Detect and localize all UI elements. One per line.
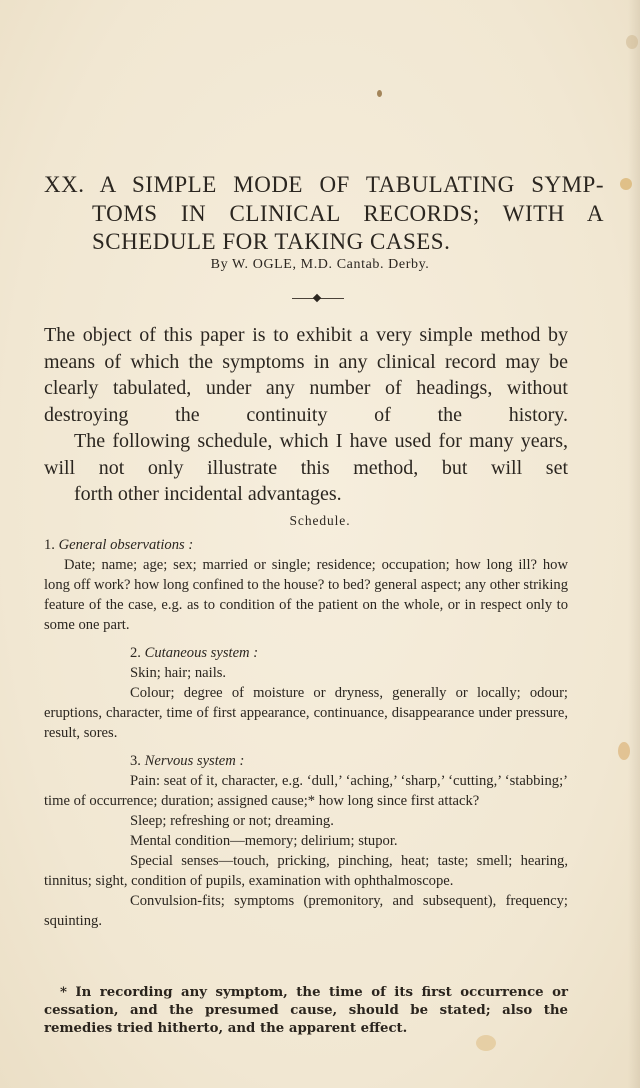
stain-spot xyxy=(620,178,632,190)
section-3-number: 3. xyxy=(130,753,141,769)
title-line-2: TOMS IN CLINICAL RECORDS; WITH A xyxy=(92,200,604,226)
section-3-convulsion: Convulsion-fits; symptoms (premonitory, and subsequent), frequency; squinting. xyxy=(44,893,568,929)
page-edge-shadow xyxy=(628,0,640,1088)
section-2-title: Cutaneous system : xyxy=(144,645,259,661)
article-title xyxy=(44,171,604,257)
schedule-body xyxy=(44,535,568,931)
section-3-heading xyxy=(44,751,568,771)
author-byline: By W. OGLE, M.D. Cantab. Derby. xyxy=(210,257,430,272)
spacer xyxy=(44,743,568,751)
footnote-text: * In recording any symptom, the time of its first occurrence or cessation, and the presumed cause, should be stated; also the remedies tried hitherto, and the apparent effect. xyxy=(44,985,568,1036)
intro-paragraph-2 xyxy=(44,428,568,508)
title-line-1: XX. A SIMPLE MODE OF TABULATING SYMP- xyxy=(44,172,604,197)
section-2-text: Colour; degree of moisture or dryness, generally or locally; odour; eruptions, character, time of first appearance, continuance, disappearance under pressure, result, sores. xyxy=(44,685,568,741)
section-3-sleep: Sleep; refreshing or not; dreaming. xyxy=(130,813,334,829)
title-line-3: SCHEDULE FOR TAKING CASES. xyxy=(92,229,451,254)
section-1-text-content: Date; name; age; sex; married or single; residence; occupation; how long ill? how long off work? how long confined to the house? to bed? general aspect; any other striking feature of the case, e.g. as to condition of the patient on the whole, or in respect only to some one part. xyxy=(44,557,568,633)
section-1-number: 1. xyxy=(44,537,55,553)
section-2-heading xyxy=(44,643,568,663)
schedule-heading: Schedule. xyxy=(289,513,351,528)
section-2-number: 2. xyxy=(130,645,141,661)
footnote xyxy=(44,984,568,1038)
section-1-text xyxy=(44,555,568,635)
section-3-title: Nervous system : xyxy=(144,753,245,769)
stain-spot xyxy=(626,35,638,49)
section-3-pain: Pain: seat of it, character, e.g. ‘dull,’ ‘aching,’ ‘sharp,’ ‘cutting,’ ‘stabbing;’ time of occurrence; duration; assigned cause;* how long since first attack? xyxy=(44,773,568,809)
introduction xyxy=(44,322,568,508)
spacer xyxy=(44,635,568,643)
section-1-heading xyxy=(44,535,568,555)
section-3-mental: Mental condition—memory; delirium; stupor. xyxy=(130,833,398,849)
intro-paragraph-2-main: The following schedule, which I have used for many years, will not only illustrate this method, but will set xyxy=(44,430,568,479)
section-2-subheading: Skin; hair; nails. xyxy=(130,665,227,681)
intro-paragraph-2-last: forth other incidental advantages. xyxy=(74,483,342,505)
intro-paragraph-1: The object of this paper is to exhibit a very simple method by means of which the symptoms in any clinical record may be clearly tabulated, under any number of headings, without destroying the continuity of the history. xyxy=(44,324,568,426)
section-1-title: General observations : xyxy=(58,537,194,553)
stain-spot xyxy=(377,90,382,97)
section-3-senses: Special senses—touch, pricking, pinching, heat; taste; smell; hearing, tinnitus; sight, condition of pupils, examination with ophthalmoscope. xyxy=(44,853,568,889)
stain-spot xyxy=(618,742,630,760)
